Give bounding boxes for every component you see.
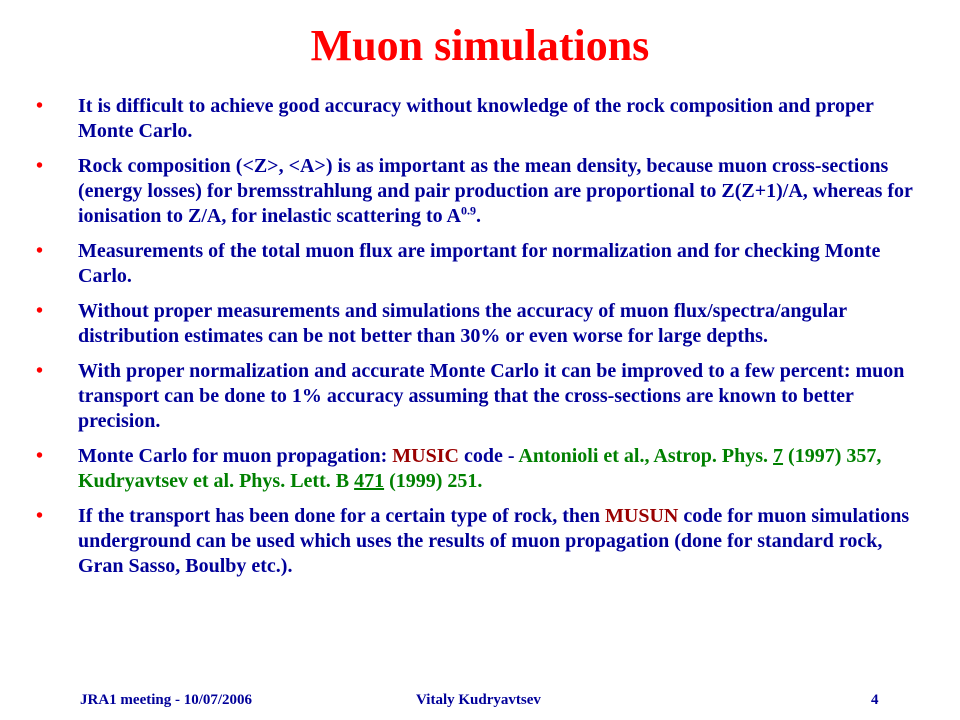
bullet-item [36,154,926,229]
bullet-text: Without proper measurements and simulations the accuracy of muon flux/spectra/angular distribution estimates can be not better than 30% or even worse for large depths. [78,300,847,347]
reference-text: (1999) 251. [384,470,483,492]
bullet-text: With proper normalization and accurate Monte Carlo it can be improved to a few percent: muon transport can be done to 1% accuracy assuming that the cross-sections are known to better precision. [78,360,905,432]
bullet-dot-icon: • [36,300,44,322]
code-name-musun: MUSUN [605,505,679,527]
reference-volume: 7 [773,445,784,467]
bullet-dot-icon: • [36,445,44,467]
footer-page-number: 4 [871,692,879,708]
bullet-dot-icon: • [36,505,44,527]
bullet-item [36,239,926,289]
bullet-dot-icon: • [36,360,44,382]
bullet-item [36,444,926,494]
bullet-text: code for muon simulations underground can be used which uses the results of muon propagation (done for standard rock, Gran Sasso, Boulby etc.). [78,505,910,577]
bullet-text: Measurements of the total muon flux are important for normalization and for checking Monte Carlo. [78,240,881,287]
reference-text: Antonioli et al., Astrop. Phys. [518,445,774,467]
bullet-text: If the transport has been done for a certain type of rock, then [78,505,606,527]
bullet-item [36,359,926,434]
bullet-item [36,94,926,144]
bullet-text-end: . [475,205,481,227]
bullet-dot-icon: • [36,240,44,262]
footer-author: Vitaly Kudryavtsev [416,692,541,708]
bullet-dot-icon: • [36,155,44,177]
slide-title: Muon simulations [310,21,650,70]
bullet-text: Monte Carlo for muon propagation: [78,445,393,467]
bullet-dot-icon: • [36,95,44,117]
reference-volume: 471 [354,470,385,492]
bullet-text: Rock composition (<Z>, <A>) is as important as the mean density, because muon cross-sections (energy losses) for bremsstrahlung and pair production are proportional to Z(Z+1)/A, whereas for ionisation to Z/A, for inelastic scattering to A [78,155,913,227]
bullet-text: It is difficult to achieve good accuracy without knowledge of the rock composition and proper Monte Carlo. [78,95,874,142]
code-name-music: MUSIC [392,445,459,467]
reference-text: (1997) 357, Kudryavtsev et al. Phys. Lett. B [78,445,882,492]
bullet-item [36,299,926,349]
bullet-item [36,504,926,579]
footer-meeting: JRA1 meeting - 10/07/2006 [80,692,253,708]
bullet-text: code - [458,445,519,467]
bullet-list [36,94,926,589]
exponent: 0.9 [460,203,476,218]
